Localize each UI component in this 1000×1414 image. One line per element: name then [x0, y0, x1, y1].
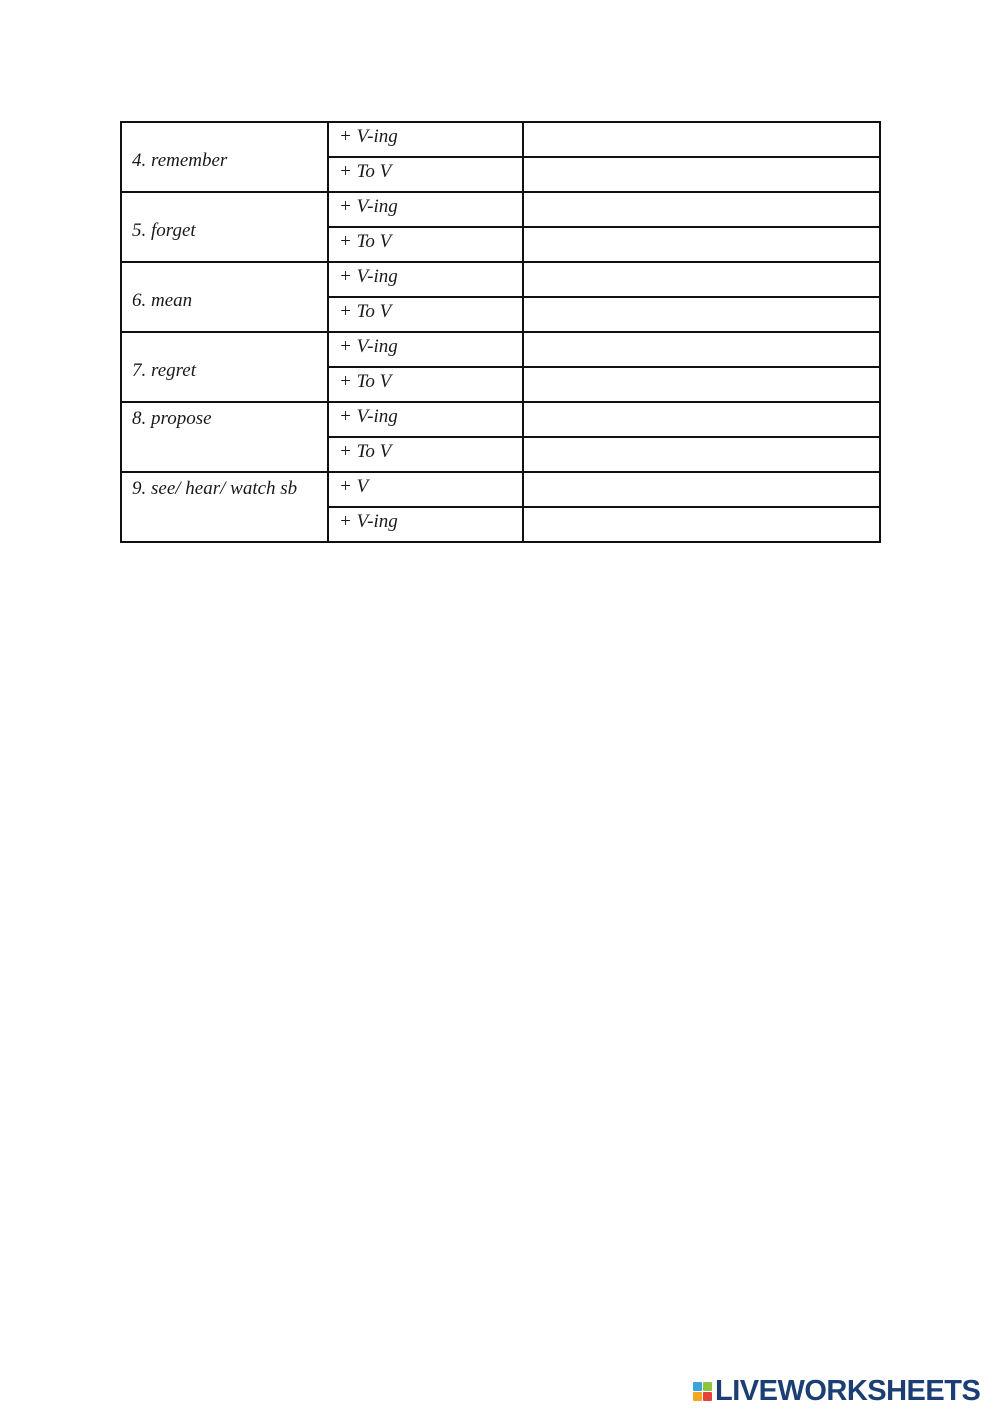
answer-cell: [523, 262, 880, 297]
verb-cell: 5. forget: [121, 192, 328, 262]
verb-cell: 9. see/ hear/ watch sb: [121, 472, 328, 542]
answer-input[interactable]: [524, 228, 879, 261]
answer-cell: [523, 157, 880, 192]
table-row: [121, 402, 880, 437]
form-cell: + V: [328, 472, 523, 507]
form-cell: + V-ing: [328, 262, 523, 297]
answer-cell: [523, 402, 880, 437]
form-cell: + To V: [328, 437, 523, 472]
answer-input[interactable]: [524, 333, 879, 366]
verb-cell: 8. propose: [121, 402, 328, 472]
table-row: [121, 262, 880, 297]
verb-cell: 4. remember: [121, 122, 328, 192]
answer-cell: [523, 192, 880, 227]
answer-input[interactable]: [524, 508, 879, 541]
answer-input[interactable]: [524, 403, 879, 436]
answer-input[interactable]: [524, 263, 879, 296]
answer-input[interactable]: [524, 158, 879, 191]
form-cell: + V-ing: [328, 192, 523, 227]
logo-text: LIVEWORKSHEETS: [715, 1374, 981, 1407]
form-cell: + V-ing: [328, 507, 523, 542]
form-cell: + To V: [328, 297, 523, 332]
answer-cell: [523, 122, 880, 157]
answer-cell: [523, 227, 880, 262]
answer-input[interactable]: [524, 193, 879, 226]
form-cell: + V-ing: [328, 122, 523, 157]
answer-cell: [523, 472, 880, 507]
form-cell: + V-ing: [328, 402, 523, 437]
form-cell: + To V: [328, 157, 523, 192]
form-cell: + To V: [328, 367, 523, 402]
answer-cell: [523, 332, 880, 367]
table-row: [121, 192, 880, 227]
answer-cell: [523, 437, 880, 472]
logo-mark-icon: [693, 1382, 712, 1401]
verb-forms-table: [120, 121, 881, 543]
answer-input[interactable]: [524, 298, 879, 331]
verb-cell: 6. mean: [121, 262, 328, 332]
answer-input[interactable]: [524, 368, 879, 401]
table-row: [121, 122, 880, 157]
answer-input[interactable]: [524, 438, 879, 471]
verb-cell: 7. regret: [121, 332, 328, 402]
answer-cell: [523, 367, 880, 402]
answer-cell: [523, 297, 880, 332]
table-row: [121, 472, 880, 507]
form-cell: + V-ing: [328, 332, 523, 367]
answer-input[interactable]: [524, 123, 879, 156]
table-row: [121, 332, 880, 367]
answer-input[interactable]: [524, 473, 879, 506]
form-cell: + To V: [328, 227, 523, 262]
answer-cell: [523, 507, 880, 542]
liveworksheets-logo: [693, 1376, 980, 1406]
